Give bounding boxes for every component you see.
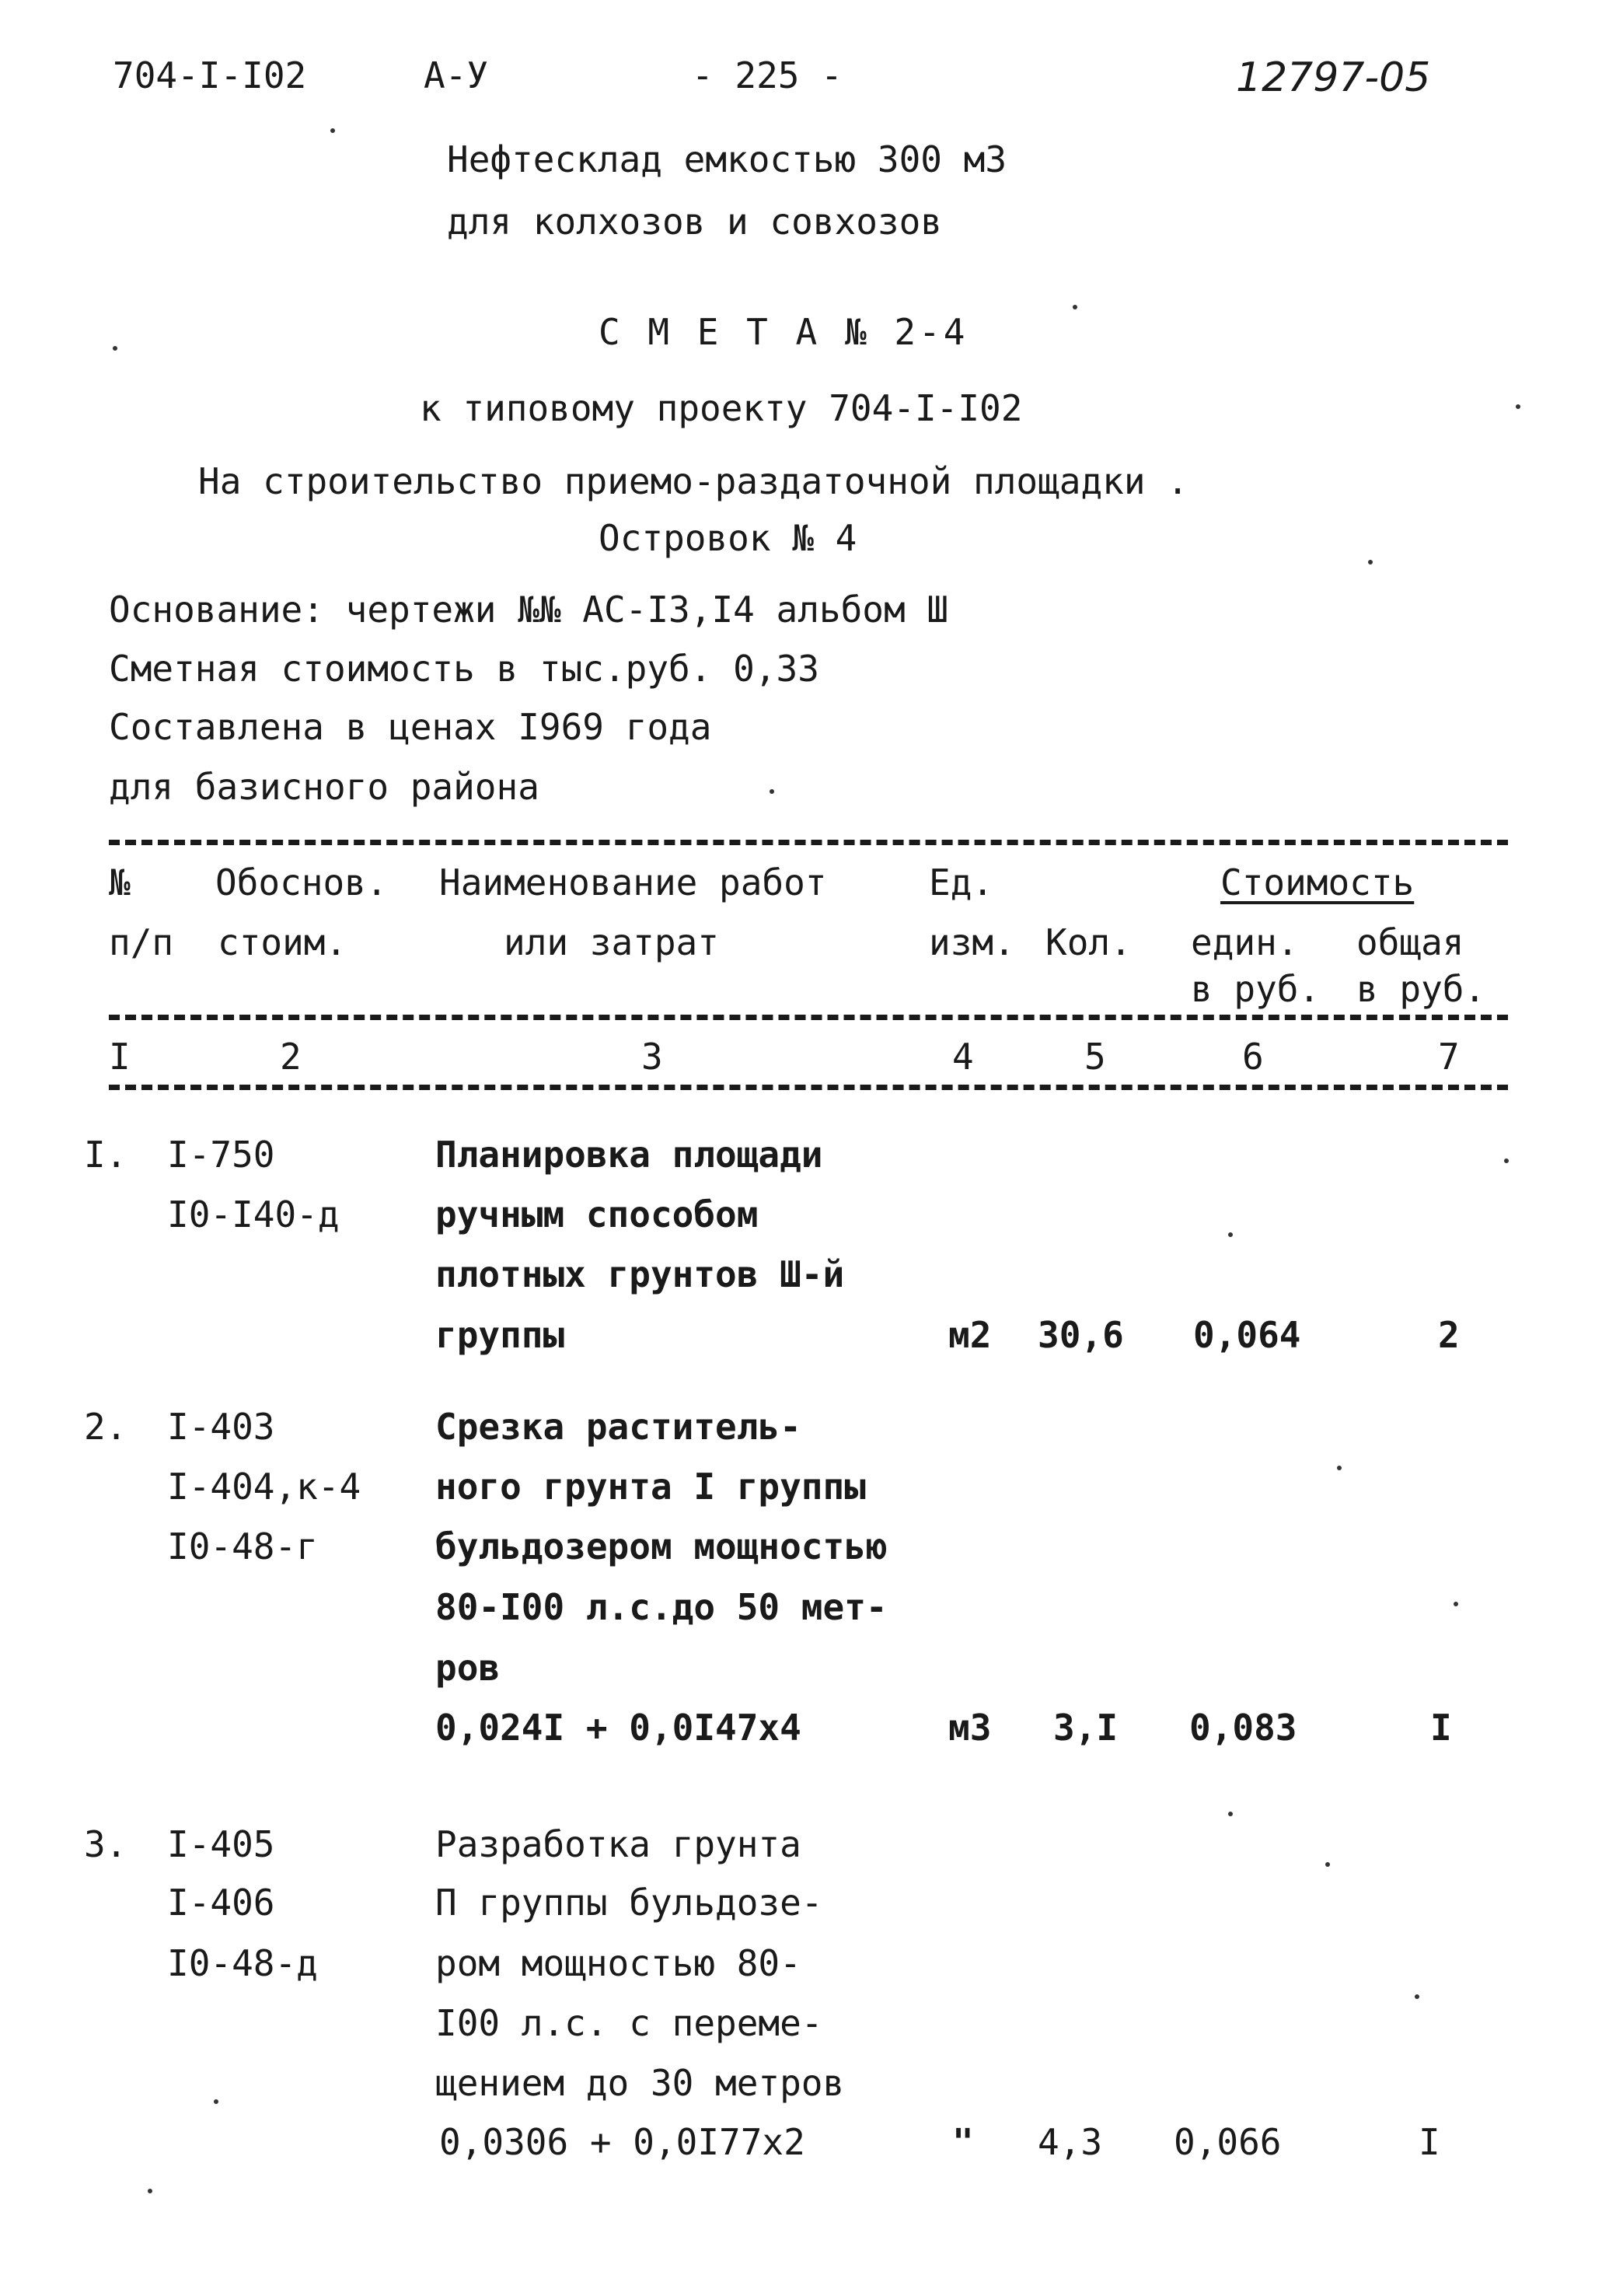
row3-unit: "	[952, 2121, 974, 2163]
col4-header-b: изм.	[929, 921, 1015, 963]
scan-speck	[770, 789, 774, 794]
col3-header-a: Наименование работ	[439, 861, 827, 903]
scan-speck	[214, 2099, 218, 2104]
row3-name-4: I00 л.с. с переме-	[435, 2002, 823, 2044]
colnum-3: 3	[641, 1036, 663, 1078]
col1-header-a: №	[109, 861, 131, 903]
col2-header-b: стоим.	[218, 921, 347, 963]
table-top-rule	[109, 840, 1508, 845]
title-line-2: для колхозов и совхозов	[447, 201, 942, 243]
row1-unit-cost: 0,064	[1193, 1314, 1301, 1356]
row2-unit: м3	[948, 1707, 992, 1749]
row1-basis-2: I0-I40-д	[167, 1193, 340, 1235]
estimate-title: С М Е Т А № 2-4	[599, 311, 969, 353]
row3-num: 3.	[84, 1823, 127, 1865]
col5-header: Кол.	[1045, 921, 1132, 963]
scan-speck	[330, 128, 335, 133]
row1-qty: 30,6	[1038, 1314, 1124, 1356]
col1-header-b: п/п	[109, 921, 174, 963]
col4-header-a: Ед.	[929, 861, 994, 903]
col2-header-a: Обоснов.	[215, 861, 388, 903]
colnum-1: I	[109, 1036, 131, 1078]
title-line-1: Нефтесклад емкостью 300 м3	[447, 138, 1007, 180]
cost-group-header: Стоимость	[1220, 861, 1415, 903]
column-numbers-rule	[109, 1085, 1508, 1090]
scan-speck	[1415, 1994, 1419, 1999]
basis-line-1: Основание: чертежи №№ АС-I3,I4 альбом Ш	[109, 589, 949, 631]
col3-header-b: или затрат	[504, 921, 719, 963]
row2-total: I	[1430, 1707, 1452, 1749]
colnum-5: 5	[1084, 1036, 1106, 1078]
archive-number: 12797-05	[1236, 54, 1431, 101]
row2-num: 2.	[84, 1406, 127, 1448]
row2-basis-3: I0-48-г	[167, 1525, 318, 1567]
row1-total: 2	[1438, 1314, 1460, 1356]
row1-name-2: ручным способом	[435, 1193, 759, 1235]
row2-name-2: ного грунта I группы	[435, 1466, 866, 1508]
row3-name-1: Разработка грунта	[435, 1823, 801, 1865]
row1-name-3: плотных грунтов Ш-й	[435, 1253, 845, 1295]
row3-basis-1: I-405	[167, 1823, 275, 1865]
purpose-line: На строительство приемо-раздаточной площадки .	[198, 460, 1188, 502]
row3-name-3: ром мощностью 80-	[435, 1942, 801, 1984]
col7-header-a: общая	[1356, 921, 1464, 963]
row3-basis-3: I0-48-д	[167, 1942, 318, 1984]
scan-speck	[1504, 1158, 1509, 1163]
scan-speck	[1228, 1812, 1233, 1816]
row3-qty: 4,3	[1038, 2121, 1103, 2163]
row1-name-1: Планировка площади	[435, 1134, 823, 1176]
scan-speck	[1325, 1862, 1330, 1867]
col6-header-a: един.	[1191, 921, 1299, 963]
row3-name-5: щением до 30 метров	[435, 2062, 845, 2104]
row2-unit-cost: 0,083	[1189, 1707, 1297, 1749]
basis-line-2: Сметная стоимость в тыс.руб. 0,33	[109, 648, 819, 690]
basis-line-4: для базисного района	[109, 766, 539, 808]
scan-speck	[1228, 1232, 1233, 1237]
row3-total: I	[1419, 2121, 1440, 2163]
scan-speck	[113, 346, 117, 351]
row2-name-6: 0,024I + 0,0I47х4	[435, 1707, 801, 1749]
row3-name-6: 0,0306 + 0,0I77х2	[439, 2121, 805, 2163]
row1-num: I.	[84, 1134, 127, 1176]
row2-name-1: Срезка раститель-	[435, 1406, 801, 1448]
row2-qty: 3,I	[1053, 1707, 1119, 1749]
row1-basis-1: I-750	[167, 1134, 275, 1176]
scan-speck	[1368, 560, 1373, 564]
row2-name-3: бульдозером мощностью	[435, 1525, 888, 1567]
row3-basis-2: I-406	[167, 1882, 275, 1924]
project-line: к типовому проекту 704-I-I02	[420, 387, 1023, 429]
row2-basis-1: I-403	[167, 1406, 275, 1448]
row2-name-5: ров	[435, 1647, 501, 1689]
row2-basis-2: I-404,к-4	[167, 1466, 361, 1508]
col7-header-b: в руб.	[1356, 968, 1486, 1010]
colnum-4: 4	[952, 1036, 974, 1078]
scan-speck	[1073, 305, 1077, 309]
row1-name-4: группы	[435, 1314, 565, 1356]
island-line: Островок № 4	[599, 517, 857, 559]
page-number: - 225 -	[692, 54, 843, 96]
section-code: А-У	[424, 54, 489, 96]
col6-header-b: в руб.	[1191, 968, 1321, 1010]
basis-line-3: Составлена в ценах I969 года	[109, 706, 712, 748]
row3-unit-cost: 0,066	[1174, 2121, 1282, 2163]
colnum-2: 2	[280, 1036, 302, 1078]
scan-speck	[148, 2189, 152, 2193]
row1-unit: м2	[948, 1314, 992, 1356]
table-header-rule	[109, 1015, 1508, 1020]
scan-speck	[1337, 1466, 1342, 1470]
doc-code: 704-I-I02	[113, 54, 307, 96]
scan-speck	[1454, 1602, 1458, 1606]
row2-name-4: 80-I00 л.с.до 50 мет-	[435, 1586, 888, 1628]
row3-name-2: П группы бульдозе-	[435, 1882, 823, 1924]
colnum-7: 7	[1438, 1036, 1460, 1078]
scan-speck	[1516, 404, 1520, 409]
colnum-6: 6	[1242, 1036, 1264, 1078]
